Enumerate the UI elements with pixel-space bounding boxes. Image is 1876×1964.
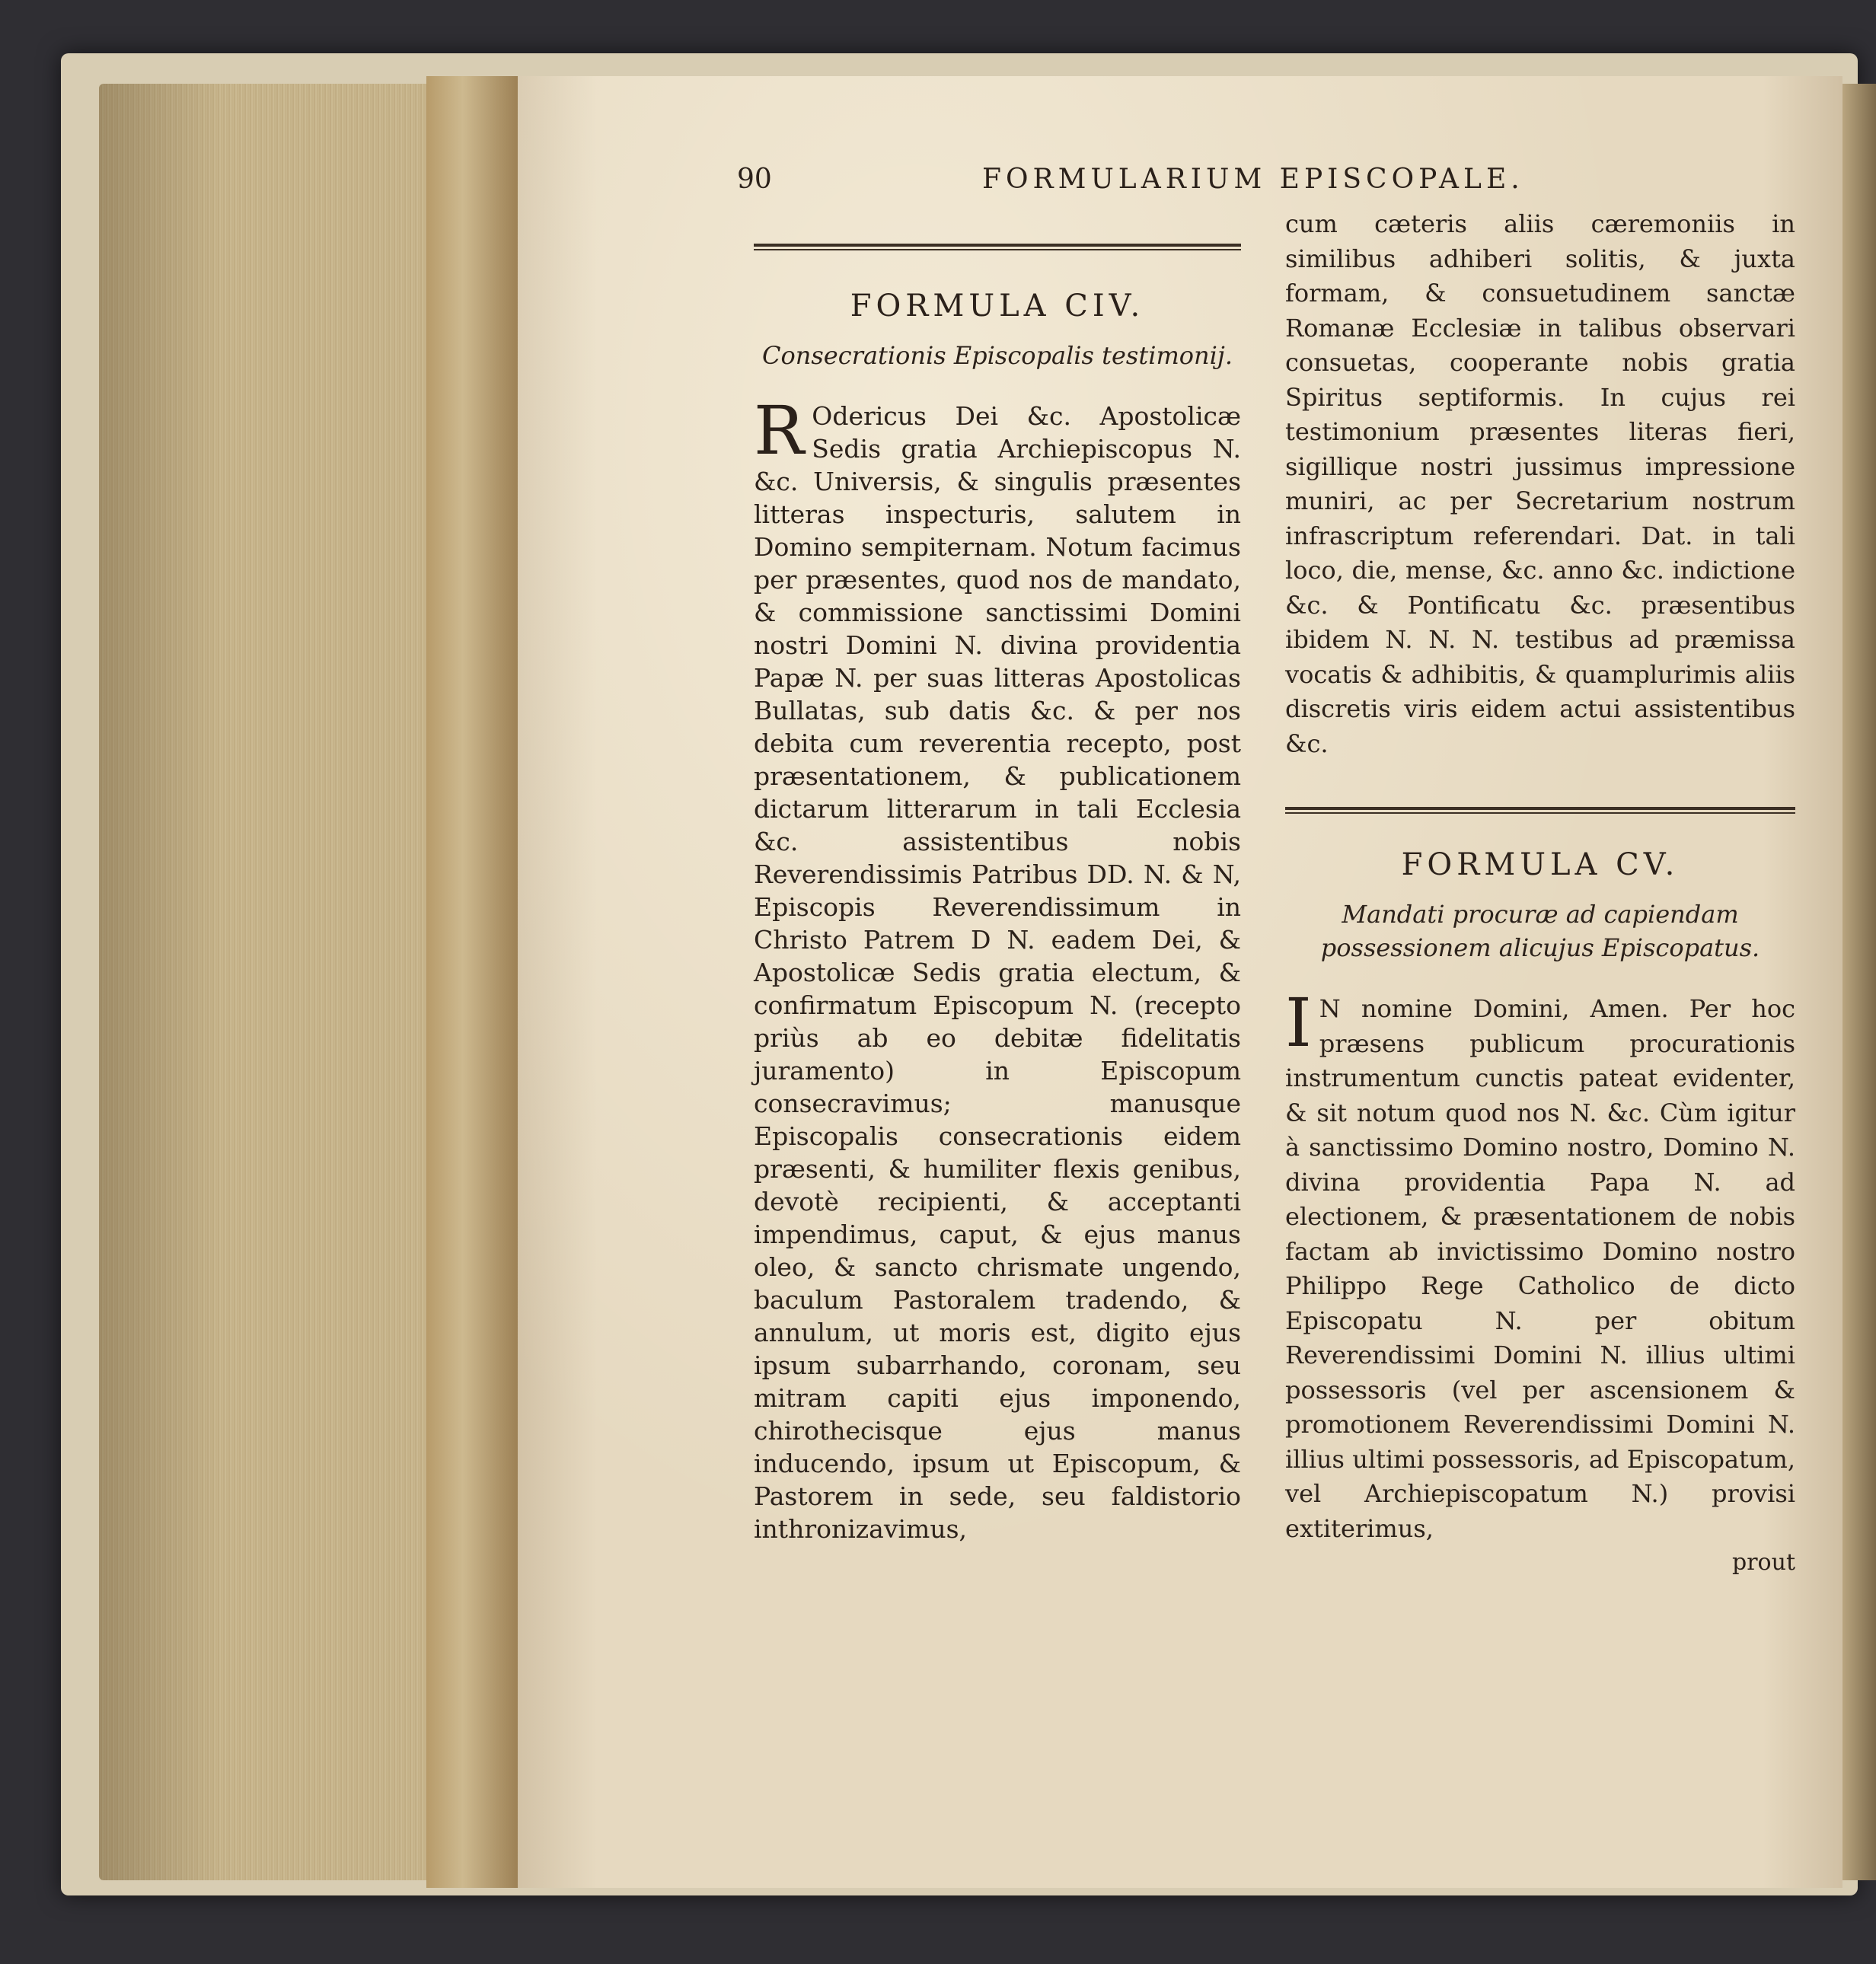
formula-cv-body <box>1285 984 1795 1546</box>
left-column <box>754 244 1241 1545</box>
catchword: prout <box>1732 1549 1795 1576</box>
formula-civ-body <box>754 391 1241 1545</box>
section-rule-thin <box>1285 812 1795 814</box>
facing-page-edge <box>1842 84 1876 1880</box>
formula-civ-subtitle: Consecrationis Episcopalis testimonij. <box>762 341 1233 370</box>
formula-cv-text: N nomine Domini, Amen. Per hoc præsens publicum procurationis instrumentum cunctis pateat evidenter, & sit notum quod nos N. &c. Cùm igitur à sanctissimo Domino nostro, Domino N. divina providentia Papa N. ad electionem, & præsentationem de nobis factam ab invictissimo Domino nostro Philippo Rege Catholico de dicto Episcopatu N. per obitum Reverendissimi Domini N. illius ultimi possessoris (vel per ascensionem & promotionem Reverendissimi Domini N. illius ultimi possessoris, ad Episcopatum, vel Archiepiscopatum N.) provisi extiterimus, <box>1285 994 1795 1543</box>
formula-civ-text: Odericus Dei &c. Apostolicæ Sedis gratia Archiepiscopus N. &c. Universis, & singulis præsentes litteras inspecturis, salutem in Domino sempiternam. Notum facimus per præsentes, quod nos de mandato, & commissione sanctissimi Domini nostri Domini N. divina providentia Papæ N. per suas litteras Apostolicas Bullatas, sub datis &c. & per nos debita cum reverentia recepto, post præsentationem, & publicationem dictarum litterarum in tali Ecclesia &c. assistentibus nobis Reverendissimis Patribus DD. N. & N, Episcopis Reverendissimum in Christo Patrem D N. eadem Dei, & Apostolicæ Sedis gratia electum, & confirmatum Episcopum N. (recepto priùs ab eo debitæ fidelitatis juramento) in Episcopum consecravimus; manusque Episcopalis consecrationis eidem præsenti, & humiliter flexis genibus, devotè recipienti, & acceptanti impendimus, caput, & ejus manus oleo, & sancto chrismate ungendo, baculum Pastoralem tradendo, & annulum, ut moris est, digito ejus ipsum subarrhando, coronam, seu mitram capiti ejus imponendo, chirothecisque ejus manus inducendo, ipsum ut Episcopum, & Pastorem in sede, seu faldistorio inthronizavimus, <box>754 401 1241 1544</box>
formula-civ-title: FORMULA CIV. <box>850 289 1145 324</box>
section-rule-thin <box>754 249 1241 250</box>
dropcap-i: I <box>1285 984 1312 1062</box>
running-title: FORMULARIUM EPISCOPALE. <box>982 164 1524 195</box>
formula-cv-subtitle: Mandati procuræ ad capiendam possessionem alicujus Episcopatus. <box>1320 900 1760 962</box>
page-number: 90 <box>737 164 772 195</box>
right-column <box>1285 207 1795 1576</box>
formula-civ-continuation: cum cæteris aliis cæremoniis in similibus adhiberi solitis, & juxta formam, & consuetudinem sanctæ Romanæ Ecclesiæ in talibus observari consuetas, cooperante nobis gratia Spiritus septiformis. In cujus rei testimonium præsentes literas fieri, sigillique nostri jussimus impressione muniri, ac per Secretarium nostrum infrascriptum referendari. Dat. in tali loco, die, mense, &c. anno &c. indictione &c. & Pontificatu &c. præsentibus ibidem N. N. N. testibus ad præmissa vocatis & adhibitis, & quamplurimis aliis discretis viris eidem actui assistentibus &c. <box>1285 209 1795 758</box>
section-rule <box>754 244 1241 247</box>
section-rule <box>1285 807 1795 810</box>
formula-cv-title: FORMULA CV. <box>1401 847 1680 882</box>
book-gutter <box>426 76 518 1888</box>
dropcap-r: R <box>754 391 805 470</box>
